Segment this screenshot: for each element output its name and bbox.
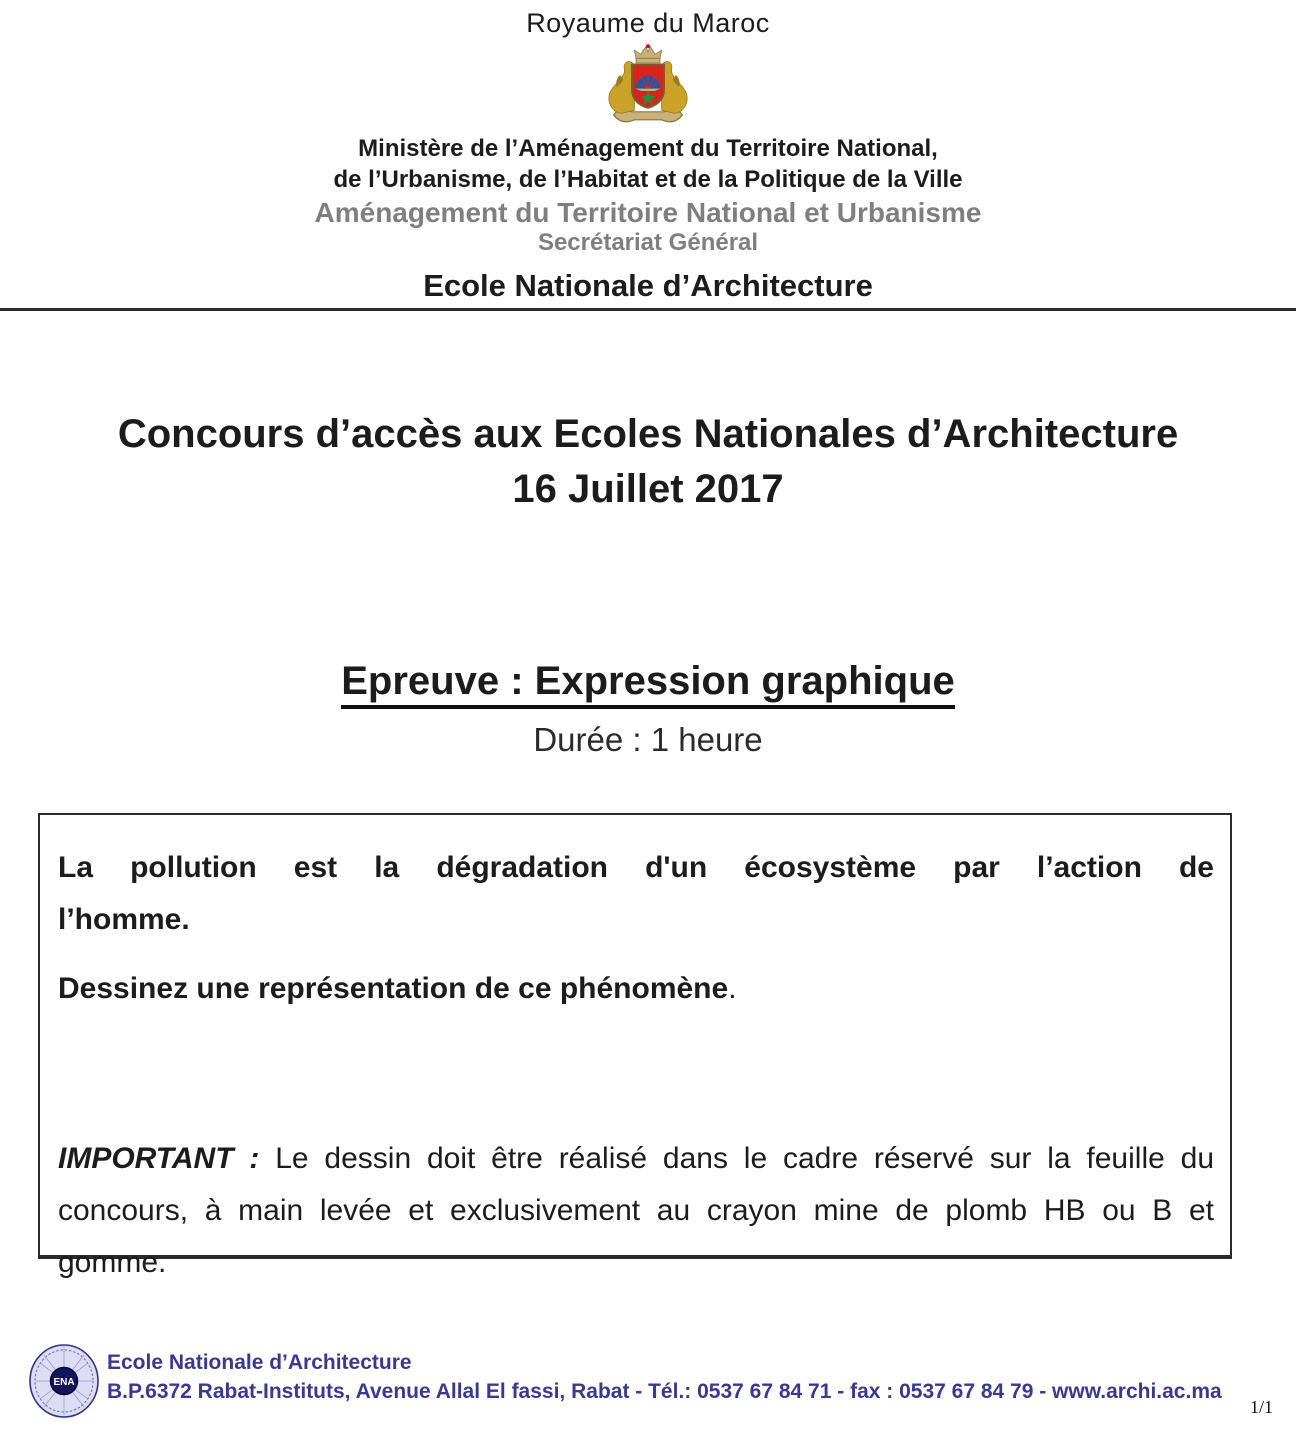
kingdom-title: Royaume du Maroc xyxy=(526,8,770,38)
statement-line-1: La pollution est la dégradation d'un écosystème par l’action de xyxy=(58,851,1214,884)
footer-address-line: B.P.6372 Rabat-Instituts, Avenue Allal El fassi, Rabat - Tél.: 0537 67 84 71 - fax : 0537 67 84 79 - www.archi.ac.ma xyxy=(107,1380,1222,1403)
exam-subject: Epreuve : Expression graphique xyxy=(341,659,955,709)
exam-block xyxy=(0,659,1296,759)
important-line-1-text: Le dessin doit être réalisé dans le cadre réservé sur la feuille du xyxy=(259,1142,1214,1175)
task-text: Dessinez une représentation de ce phénomène xyxy=(58,972,729,1005)
main-title xyxy=(0,407,1296,517)
main-title-line2: 16 Juillet 2017 xyxy=(512,467,784,511)
morocco-coat-of-arms-icon xyxy=(596,43,700,131)
question-task xyxy=(58,963,1214,1015)
header-divider xyxy=(0,308,1296,311)
question-box xyxy=(38,813,1232,1279)
footer-contact-block xyxy=(107,1348,1222,1406)
main-title-line1: Concours d’accès aux Ecoles Nationales d’Architecture xyxy=(117,412,1179,456)
footer-school-name: Ecole Nationale d’Architecture xyxy=(107,1351,412,1374)
page-number: 1/1 xyxy=(1249,1397,1273,1417)
important-note xyxy=(58,1133,1214,1289)
document-header xyxy=(0,0,1296,303)
task-period: . xyxy=(728,972,737,1005)
ministry-line-1: Ministère de l’Aménagement du Territoire National, xyxy=(358,135,938,162)
exam-duration: Durée : 1 heure xyxy=(533,721,763,758)
secretariat-line: Secrétariat Général xyxy=(537,229,759,256)
ministry-line-2: de l’Urbanisme, de l’Habitat et de la Politique de la Ville xyxy=(333,166,963,193)
important-label: IMPORTANT : xyxy=(58,1142,260,1175)
important-line-1 xyxy=(58,1133,1214,1185)
statement-line-2: l’homme. xyxy=(58,903,190,936)
department-line: Aménagement du Territoire National et Urbanisme xyxy=(314,197,982,228)
ena-seal-icon xyxy=(28,1343,100,1419)
school-name-header: Ecole Nationale d’Architecture xyxy=(423,268,873,303)
ena-seal-monogram: ENA xyxy=(53,1377,75,1388)
important-line-3: gomme. xyxy=(58,1246,167,1279)
important-line-2: concours, à main levée et exclusivement au crayon mine de plomb HB ou B et xyxy=(58,1194,1214,1227)
question-statement xyxy=(58,842,1214,946)
